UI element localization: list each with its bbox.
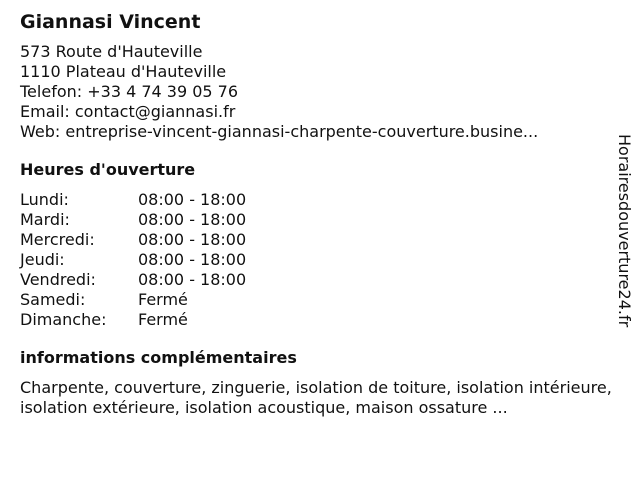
hours-time: 08:00 - 18:00 — [138, 230, 247, 249]
hours-time: 08:00 - 18:00 — [138, 210, 247, 229]
additional-info-text: Charpente, couverture, zinguerie, isolation de toiture, isolation intérieure, isolation extérieure, isolation acoustique, maison ossature ... — [20, 378, 612, 417]
hours-day: Jeudi: — [20, 250, 65, 269]
hours-day: Dimanche: — [20, 310, 107, 329]
hours-row — [20, 270, 320, 290]
opening-hours-table — [20, 190, 320, 330]
hours-time: Fermé — [138, 310, 188, 329]
hours-day: Vendredi: — [20, 270, 96, 289]
address-line-1: 573 Route d'Hauteville — [20, 42, 203, 61]
site-watermark: Horairesdouverture24.fr — [615, 134, 634, 328]
hours-time: Fermé — [138, 290, 188, 309]
hours-day: Lundi: — [20, 190, 69, 209]
hours-day: Samedi: — [20, 290, 86, 309]
hours-row — [20, 230, 320, 250]
email-line: Email: contact@giannasi.fr — [20, 102, 236, 121]
opening-hours-heading: Heures d'ouverture — [20, 160, 196, 179]
phone-line: Telefon: +33 4 74 39 05 76 — [20, 82, 239, 101]
business-name: Giannasi Vincent — [20, 11, 201, 33]
hours-row — [20, 310, 320, 330]
hours-row — [20, 190, 320, 210]
hours-time: 08:00 - 18:00 — [138, 250, 247, 269]
additional-info-heading: informations complémentaires — [20, 348, 297, 367]
hours-day: Mardi: — [20, 210, 70, 229]
web-line: Web: entreprise-vincent-giannasi-charpente-couverture.busine... — [20, 122, 539, 141]
hours-row — [20, 250, 320, 270]
hours-time: 08:00 - 18:00 — [138, 270, 247, 289]
address-line-2: 1110 Plateau d'Hauteville — [20, 62, 227, 81]
hours-row — [20, 210, 320, 230]
hours-row — [20, 290, 320, 310]
business-card — [20, 10, 612, 418]
hours-time: 08:00 - 18:00 — [138, 190, 247, 209]
hours-day: Mercredi: — [20, 230, 95, 249]
